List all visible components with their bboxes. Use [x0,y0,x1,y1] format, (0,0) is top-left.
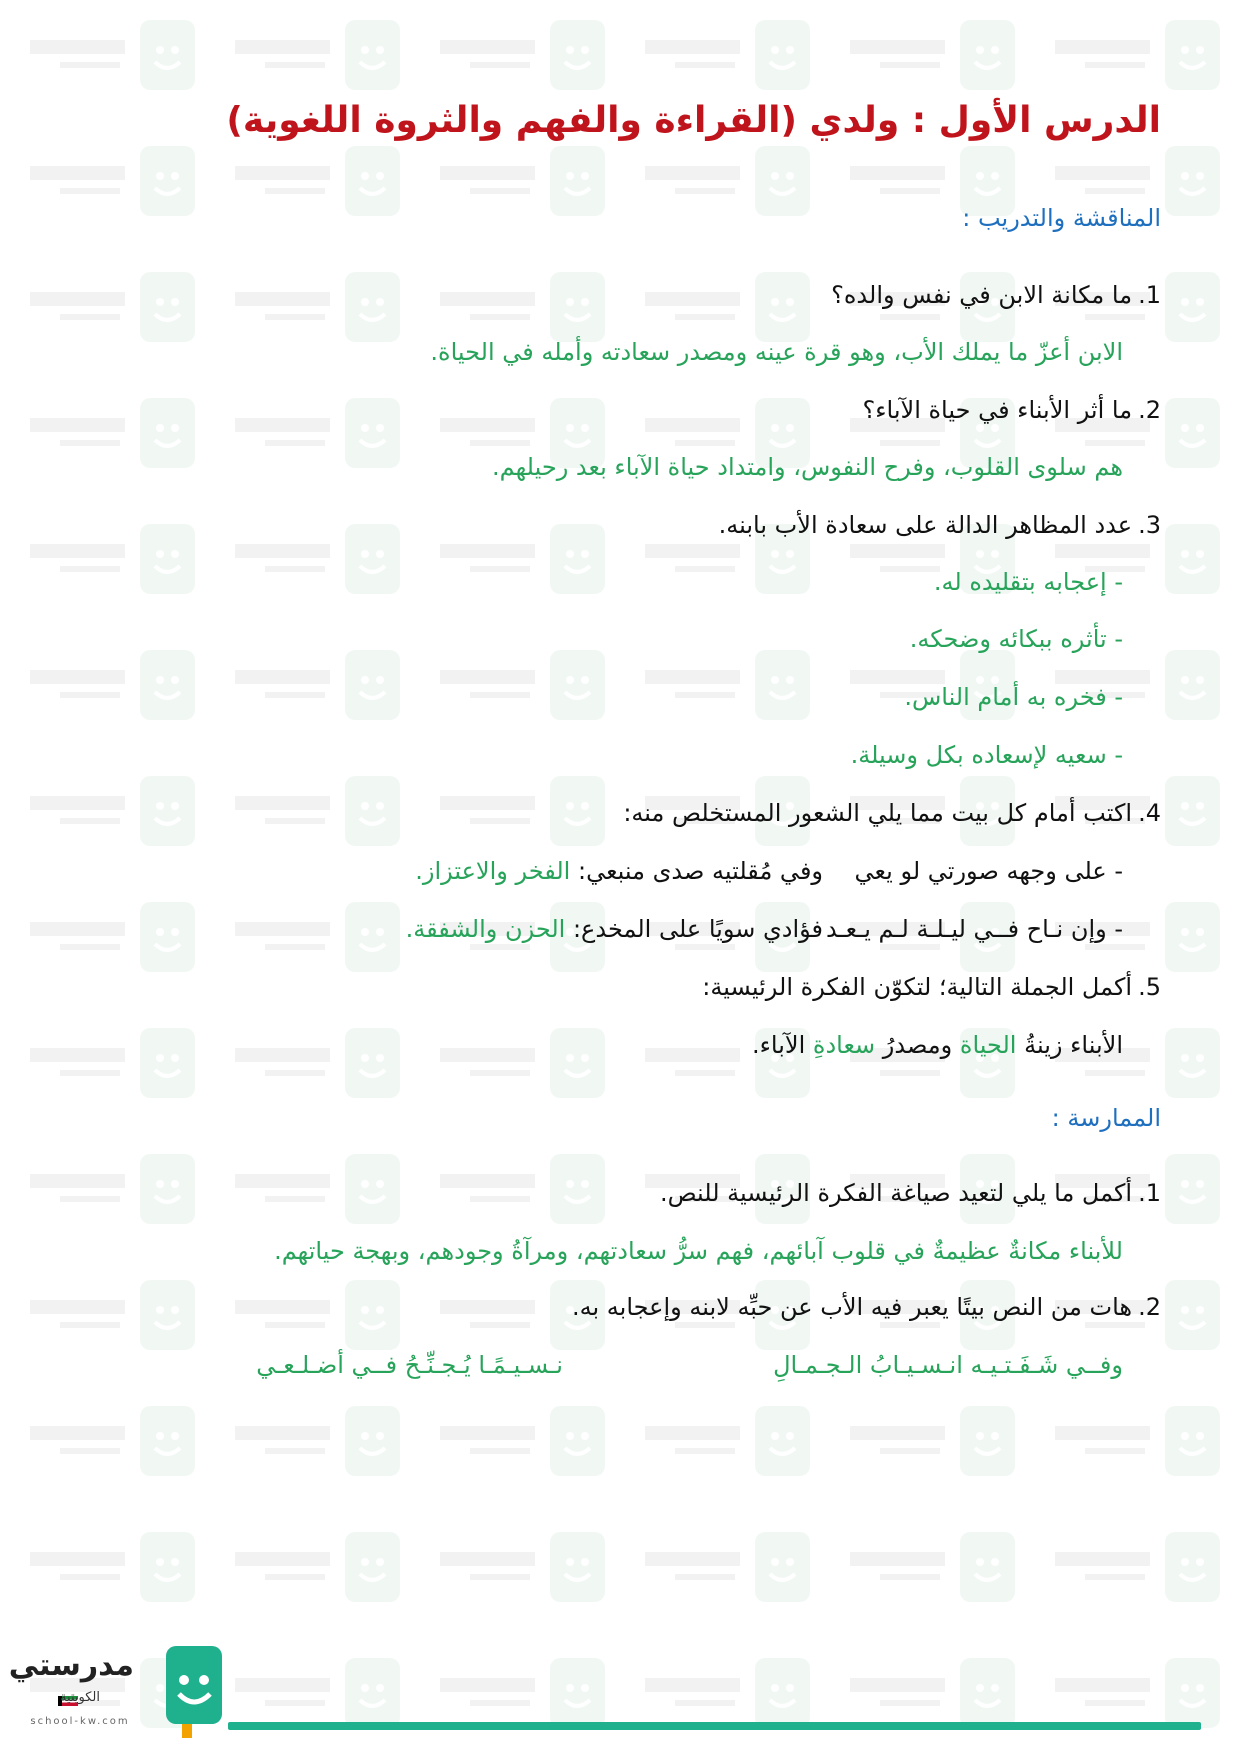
question-5 [120,970,1161,1004]
verse-first-half: - على وجهه صورتي لو يعي [854,857,1123,885]
logo-subtitle: الكويتية [60,1690,100,1705]
verse-2 [120,912,1123,946]
answer-3-item: - فخره به أمام الناس. [904,683,1123,711]
question-number: 4. [1138,799,1161,827]
logo-text: مدرستي [8,1648,134,1683]
question-1 [120,278,1161,312]
lesson-title: الدرس الأول : ولدي (القراءة والفهم والثروة اللغوية) [226,100,1161,141]
question-text: ما أثر الأبناء في حياة الآباء؟ [862,396,1133,424]
sentence-part: ومصدرُ [875,1031,960,1059]
verse-second-half: فؤادي سويًا على المخدع: [572,915,823,943]
logo-url: school-kw.com [30,1716,130,1727]
question-text: ما مكانة الابن في نفس والده؟ [831,281,1133,309]
verse-second-half: نـسـيـمًـا يُـجـنِّـحُ فــي أضـلـعـي [256,1351,563,1379]
answer-3-item: - تأثره ببكائه وضحكه. [909,625,1123,653]
question-number: 2. [1138,396,1161,424]
verse-feeling: الفخر والاعتزاز. [415,857,571,885]
practice-answer-2 [120,1348,1123,1382]
answer-1: الابن أعزّ ما يملك الأب، وهو قرة عينه ومصدر سعادته وأمله في الحياة. [430,338,1123,366]
question-number: 1. [1138,281,1161,309]
question-number: 3. [1138,511,1161,539]
sentence-part: الأبناء زينةُ [1016,1031,1123,1059]
practice-question-2 [120,1290,1161,1324]
question-number: 2. [1138,1293,1161,1321]
practice-question-1 [120,1176,1161,1210]
verse-feeling: الحزن والشفقة. [405,915,566,943]
question-number: 5. [1138,973,1161,1001]
verse-first-half: - وإن نـاح فــي ليـلـة لـم يـعـد [825,915,1123,943]
verse-1 [120,854,1123,888]
section-heading-discussion: المناقشة والتدريب : [962,204,1161,232]
verse-second-half: وفي مُقلتيه صدى منبعي: [577,857,823,885]
question-text: اكتب أمام كل بيت مما يلي الشعور المستخلص منه: [623,799,1133,827]
answer-3-item: - إعجابه بتقليده له. [933,568,1123,596]
answer-3-item: - سعيه لإسعاده بكل وسيلة. [850,741,1123,769]
filled-word: سعادةِ [812,1031,876,1059]
question-text: هات من النص بيتًا يعبر فيه الأب عن حبِّه لابنه وإعجابه به. [571,1293,1133,1321]
verse-first-half: وفــي شَـفَـتـيـه انـسـيـابُ الـجـمـالِ [773,1351,1123,1379]
filled-word: الحياة [959,1031,1017,1059]
question-4 [120,796,1161,830]
question-number: 1. [1138,1179,1161,1207]
question-3 [120,508,1161,542]
sentence-part: الآباء. [752,1031,813,1059]
answer-2: هم سلوى القلوب، وفرح النفوس، وامتداد حياة الآباء بعد رحيلهم. [492,453,1123,481]
footer-divider [228,1722,1201,1730]
question-text: أكمل ما يلي لتعيد صياغة الفكرة الرئيسية للنص. [660,1179,1133,1207]
answer-5 [120,1028,1123,1062]
question-text: أكمل الجملة التالية؛ لتكوّن الفكرة الرئيسية: [702,973,1133,1001]
practice-answer-1: للأبناء مكانةٌ عظيمةٌ في قلوب آبائهم، فهم سرُّ سعادتهم، ومرآةُ وجودهم، وبهجة حياتهم. [274,1237,1123,1265]
question-text: عدد المظاهر الدالة على سعادة الأب بابنه. [718,511,1133,539]
question-2 [120,393,1161,427]
section-heading-practice: الممارسة : [1051,1104,1161,1132]
